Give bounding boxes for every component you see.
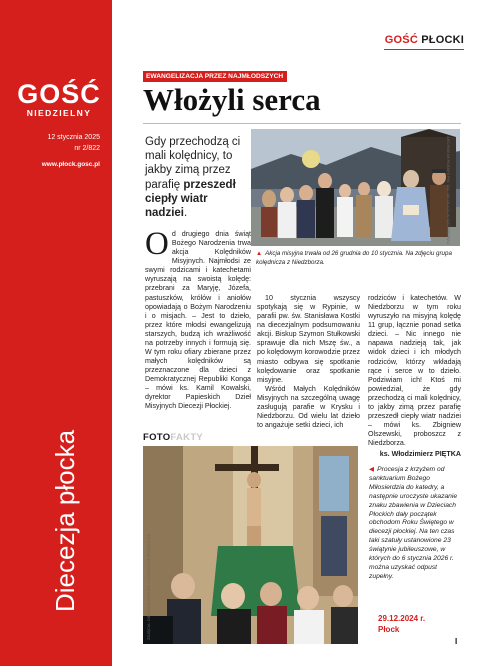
issue-date: 12 stycznia 2025 <box>47 134 100 141</box>
photo2-place: Płock <box>378 624 400 634</box>
caption-arrow-icon: ◀ <box>369 466 375 473</box>
photo2-date-place <box>378 614 425 635</box>
brand-black-part: PŁOCKI <box>421 34 464 46</box>
lead-text: Gdy przechodzą ci mali kolędnicy, to jakby zimą przez parafię <box>145 136 241 191</box>
issue-number: nr 2/822 <box>74 145 100 152</box>
photo2-date: 29.12.2024 r. <box>378 614 426 623</box>
logo-subtitle: NIEDZIELNY <box>26 108 92 118</box>
photo2-credit: ZDJĘCIA: DIECEZJA PŁOCKA / KATARZYNA ROŻNIECKA <box>146 533 151 640</box>
lead-end: . <box>183 207 188 220</box>
diocese-label: Diecezja płocka <box>50 429 80 612</box>
fotofakty-light: FAKTY <box>170 432 204 443</box>
procession-photo <box>143 446 358 644</box>
author-signature: ks. Włodzimierz PIĘTKA <box>379 450 461 459</box>
fotofakty-label <box>143 432 203 443</box>
logo-title: GOŚĆ <box>17 79 101 109</box>
page-number: I <box>455 637 458 646</box>
brand-red-part: GOŚĆ <box>384 34 418 46</box>
column-1-text: d drugiego dnia świąt Bożego Narodzenia trwa akcja Kolędników Misyjnych. Najmłodsi ze swymi rodzicami i katechetami wyruszają na swoistą kolędę: przebrani za Maryję, Józefa, pastuszków, królów i aniołów opowiadają o Bożym Narodzeniu i o misjach. – Jest to dzieło, przez które młodsi ewangelizują starszych, budzą ich wrażliwość na potrzeby innych i formują się. W tym roku ofiary zbierane przez małych kolędników są przeznaczone dla dzieci z Demokratycznej Republiki Konga – mówi ks. Kamil Kowalski, dyrektor Papieskich Dzieł Misyjnych Diecezji Płockiej. <box>145 230 251 411</box>
article-lead <box>145 135 241 220</box>
article-column-2 <box>257 294 360 430</box>
column-2-paragraph-2: Wśród Małych Kolędników Misyjnych na szczególną uwagę zasługują parafie w Krysku i Niedzborzu. Od wielu lat dzieło to angażuje setki dzieci, ich <box>257 384 360 430</box>
photo1-caption <box>256 250 461 267</box>
lead-bold: przeszedł ciepły wiatr nadziei <box>145 178 236 220</box>
photo2-caption-text: Procesja z krzyżem od sanktuarium Bożego Miłosierdzia do katedry, a następnie uroczyste ukazanie znaku zbawienia w Dzieciach Płockich dały początek obchodom Roku Świętego w diecezji płockiej. Na ten czas taki szatuły ustanowione 23 świątynie jubileuszowe, w których do 6 stycznia 2026 r. można uzyskać odpust zupełny. <box>369 466 458 580</box>
photo1-credit: ARCHIWUM PARAFII PW. ŚW. MIKOŁAJA W NIEDZBORZU <box>446 136 451 245</box>
carolers-photo <box>251 129 460 246</box>
column-3-text: rodziców i katechetów. W Niedzborzu w tym roku wyruszyło na misyjną kolędę 11 grup, łącznie ponad setka dzieci. – Nic innego nie napawa nadzieją tak, jak widok dzieci i ich młodych rodziców, którzy wkładają rące i serce w to dzieło. Podziwiam ich! Ktoś mi powiedział, że gdy przechodzą ci mali kolędnicy, to jakby zimą przez parafię przeszedł ciepły wiatr nadziei – mówi ks. Zbigniew Olszewski, proboszcz z Niedzborza. <box>368 294 461 448</box>
caption-arrow-icon: ▲ <box>256 250 263 257</box>
article-column-1 <box>145 226 251 412</box>
article-column-3 <box>368 294 461 459</box>
website-link[interactable]: www.płock.gosc.pl <box>41 161 100 168</box>
red-sidebar <box>0 0 112 666</box>
gosc-logo <box>16 80 102 119</box>
article-title: Włożyli serca <box>143 82 321 117</box>
brand-divider <box>384 49 464 50</box>
article-kicker: EWANGELIZACJA PRZEZ NAJMŁODSZYCH <box>143 71 287 82</box>
photo2-caption <box>369 466 461 582</box>
photo1-caption-text: Akcja misyjna trwała od 26 grudnia do 10 stycznia. Na zdjęciu grupa kolędnicza z Niedzborza. <box>256 250 452 266</box>
column-2-paragraph-1: 10 stycznia wszyscy spotykają się w Rypinie, w parafii pw. św. Stanisława Kostki na diecezjalnym podsumowaniu akcji. Biskup Szymon Stułkowski sprawuje dla nich Mszę św., a po kolędowym korowodzie przez miasto odbywa się spotkanie kolędowanie oraz spotkanie misyjne. <box>257 294 360 384</box>
drop-cap: O <box>145 226 169 262</box>
fotofakty-dark: FOTO <box>143 432 171 443</box>
section-brand <box>385 34 464 46</box>
issue-info <box>47 132 100 154</box>
title-divider <box>143 123 461 124</box>
